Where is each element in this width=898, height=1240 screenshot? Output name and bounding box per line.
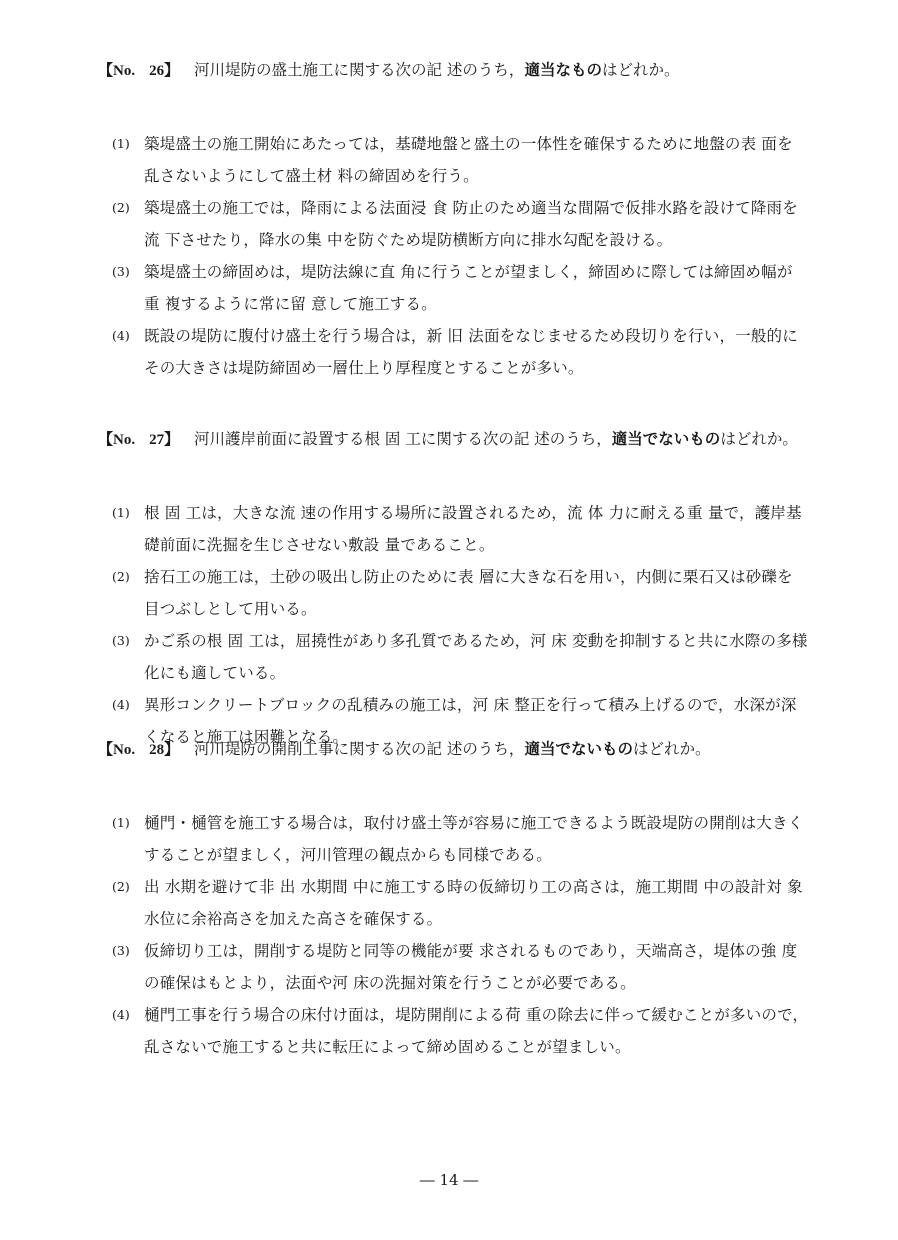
option-4: (4) 異形コンクリートブロックの乱積みの施工は，河 床 整正を行って積み上げるので，水深が深 くなると施工は困難となる。: [112, 696, 797, 746]
page-number: ― 14 ―: [419, 1171, 479, 1189]
option-4: (4) 既設の堤防に腹付け盛土を行う場合は，新 旧 法面をなじませるため段切りを行い，一般的に その大きさは堤防締固め一層仕上り厚程度とすることが多い。: [112, 327, 798, 377]
option-4: (4) 樋門工事を行う場合の床付け面は，堤防開削による荷 重の除去に伴って緩むことが多いので， 乱さないで施工すると共に転圧によって締め固めることが望ましい。: [112, 1006, 809, 1056]
option-3: (3) 築堤盛土の締固めは，堤防法線に直 角に行うことが望ましく，締固めに際しては締固め幅が 重 複するように常に留 意して施工する。: [112, 263, 793, 313]
question-number: 【No. 26】: [98, 63, 180, 79]
question-number: 【No. 27】: [98, 432, 180, 448]
question-stem: 河川堤防の盛土施工に関する次の記 述のうち，適当なものはどれか。: [194, 60, 680, 79]
question-27: [98, 427, 818, 746]
option-1: (1) 築堤盛土の施工開始にあたっては，基礎地盤と盛土の一体性を確保するために地盤の表 面を 乱さないようにして盛土材 料の締固めを行う。: [112, 135, 793, 185]
question-stem: 河川堤防の開削工事に関する次の記 述のうち，適当でないものはどれか。: [194, 739, 711, 758]
stem-emphasis: 適当なもの: [524, 60, 602, 79]
option-3: (3) 仮締切り工は，開削する堤防と同等の機能が要 求されるものであり，天端高さ，堤体の強 度 の確保はもとより，法面や河 床の洗掘対策を行うことが必要である。: [112, 942, 798, 992]
question-header: [98, 427, 818, 451]
option-1: (1) 樋門・樋管を施工する場合は，取付け盛土等が容易に施工できるよう既設堤防の開削は大きく することが望ましく，河川管理の観点からも同様である。: [112, 814, 804, 864]
answer-options: [112, 493, 808, 755]
question-26: [98, 58, 818, 377]
option-3: (3) かご系の根 固 工は，屈撓性があり多孔質であるため，河 床 変動を抑制すると共に水際の多様 化にも適している。: [112, 632, 808, 682]
option-1: (1) 根 固 工は，大きな流 速の作用する場所に設置されるため，流 体 力に耐える重 量で，護岸基 礎前面に洗掘を生じさせない敷設 量であること。: [112, 504, 802, 554]
option-2: (2) 築堤盛土の施工では，降雨による法面浸 食 防止のため適当な間隔で仮排水路を設けて降雨を 流 下させたり，降水の集 中を防ぐため堤防横断方向に排水勾配を設ける。: [112, 199, 798, 249]
question-number: 【No. 28】: [98, 742, 180, 758]
question-header: [98, 737, 818, 761]
question-header: [98, 58, 818, 82]
stem-emphasis: 適当でないもの: [611, 429, 721, 448]
answer-options: [112, 124, 808, 386]
stem-emphasis: 適当でないもの: [524, 739, 633, 758]
question-28: [98, 737, 818, 1056]
question-stem: 河川護岸前面に設置する根 固 工に関する次の記 述のうち，適当でないものはどれか。: [194, 429, 798, 448]
option-2: (2) 出 水期を避けて非 出 水期間 中に施工する時の仮締切り工の高さは，施工期間 中の設計対 象 水位に余裕高さを加えた高さを確保する。: [112, 878, 803, 928]
answer-options: [112, 803, 809, 1065]
option-2: (2) 捨石工の施工は，土砂の吸出し防止のために表 層に大きな石を用い，内側に栗石又は砂礫を 目つぶしとして用いる。: [112, 568, 793, 618]
